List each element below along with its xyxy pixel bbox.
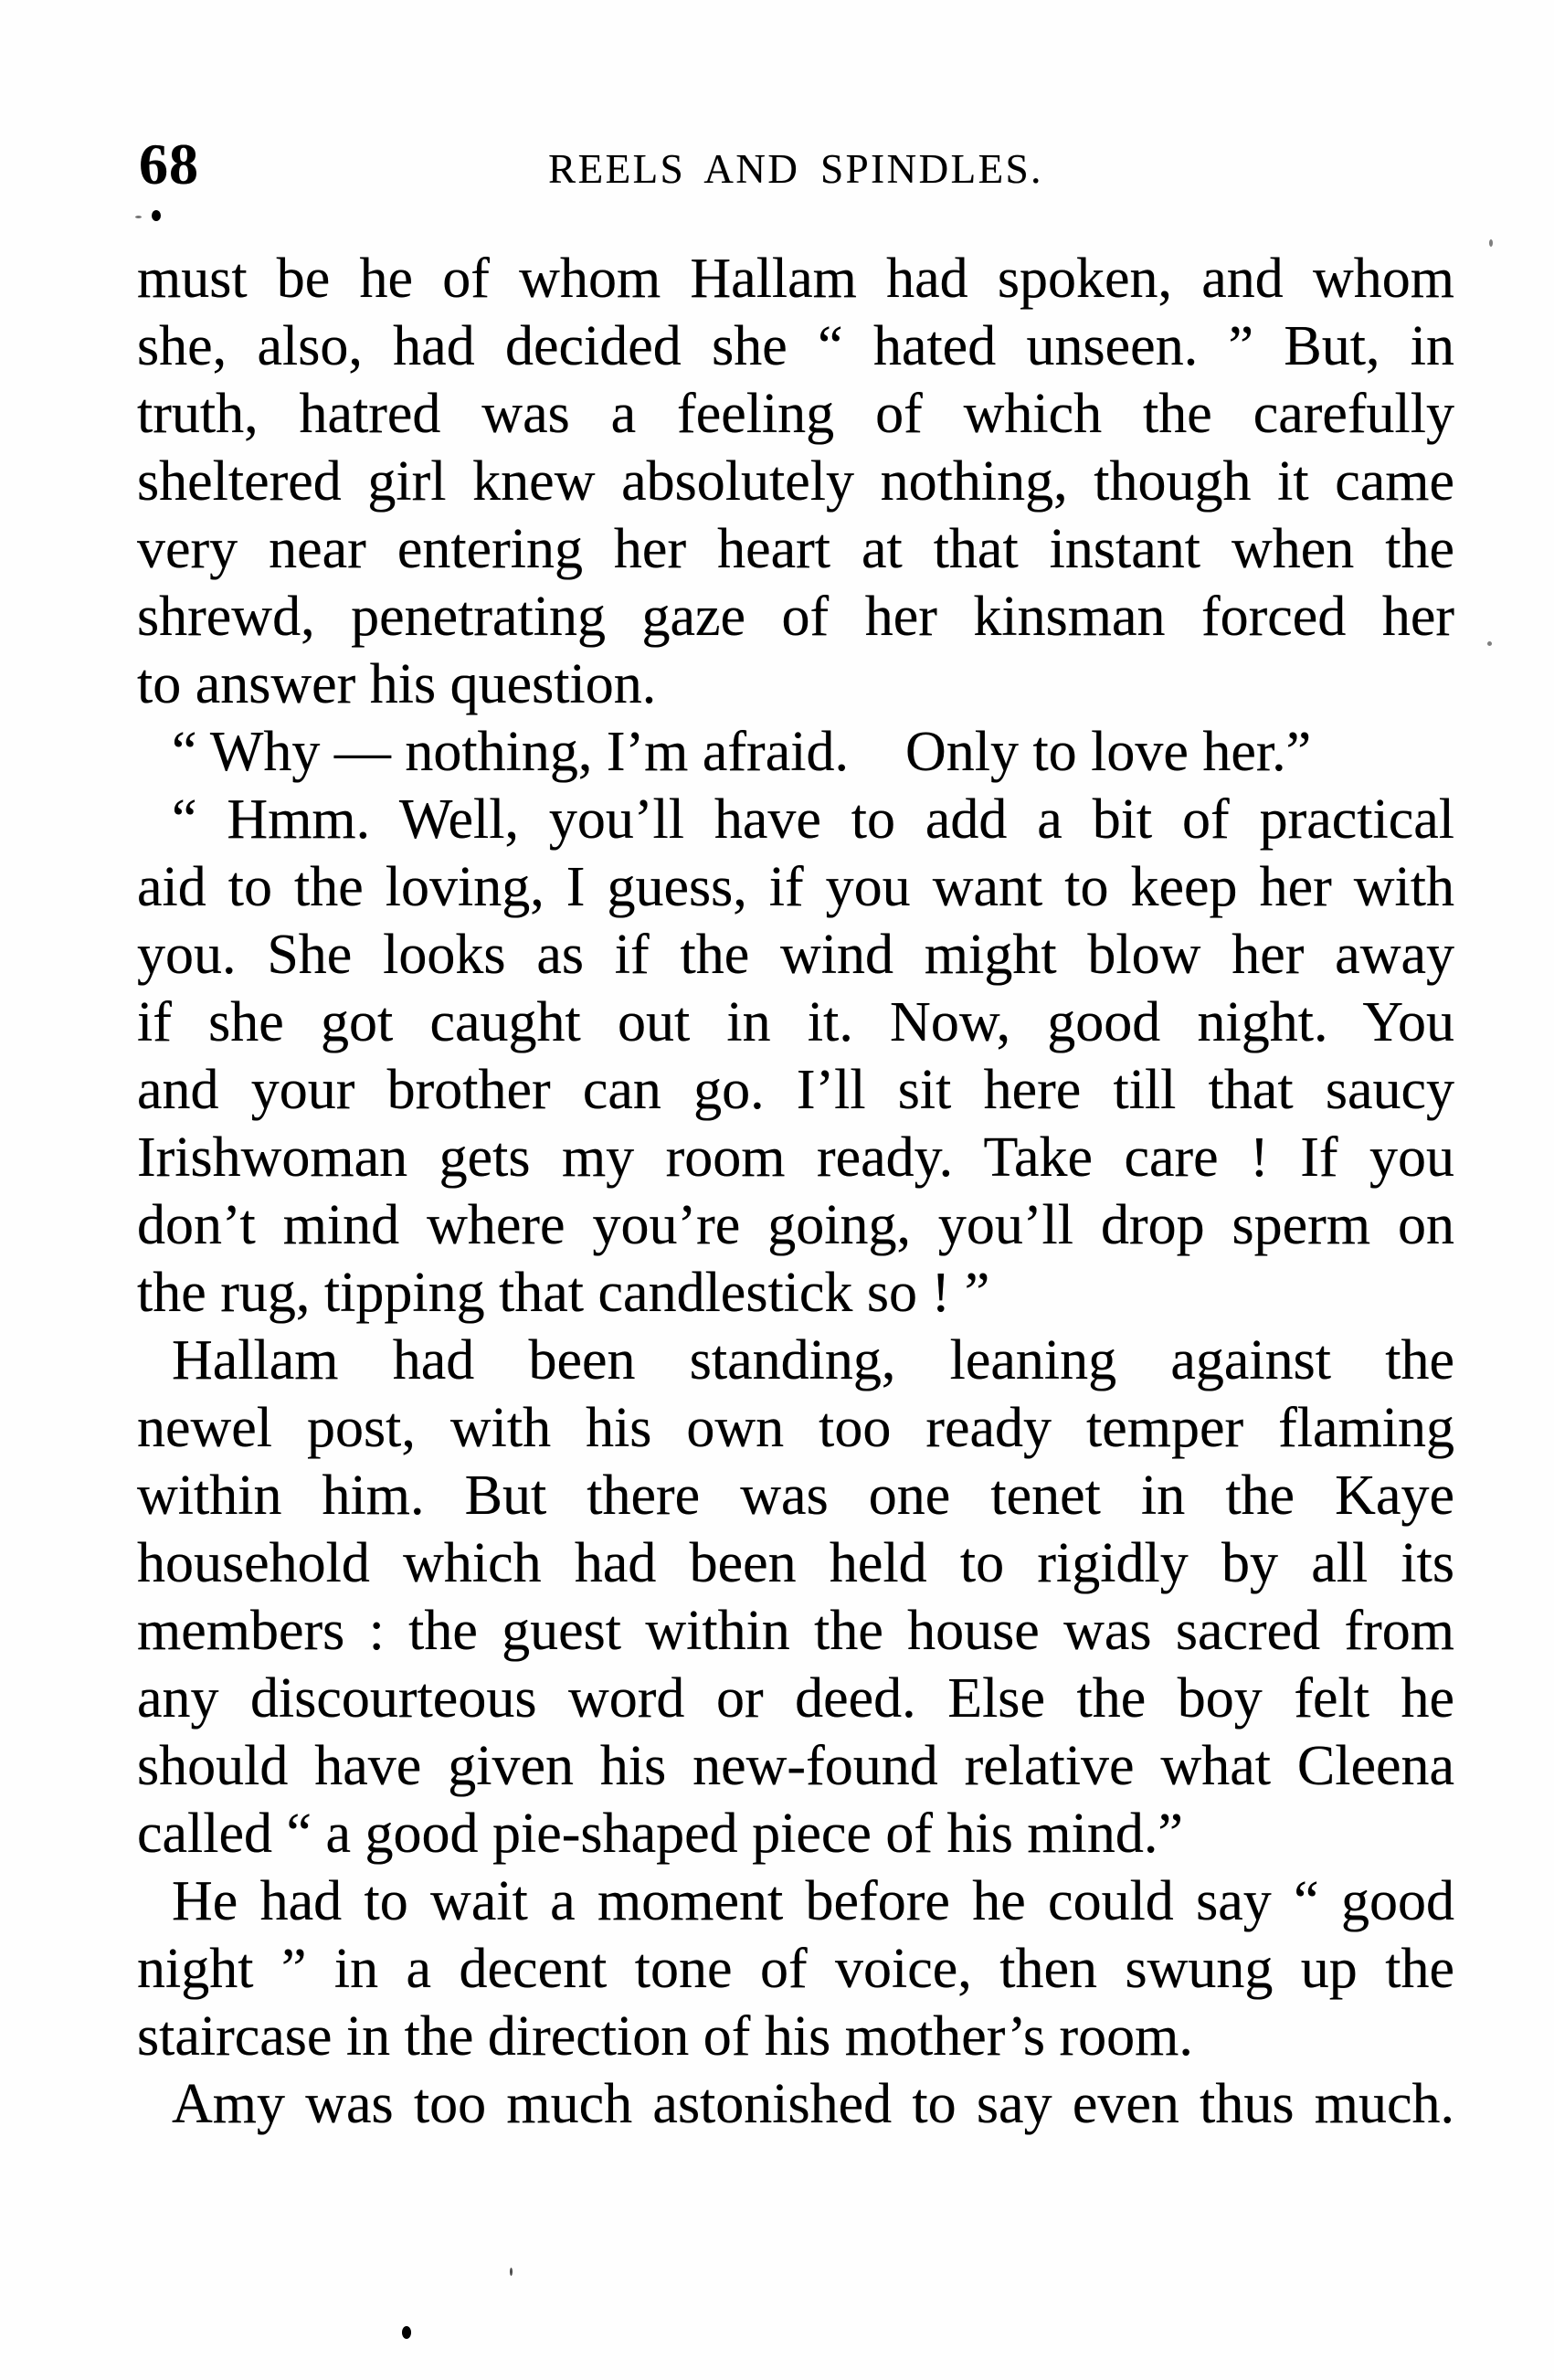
text-line: newel post, with his own too ready temper flaming (137, 1397, 1454, 1459)
text-line: sheltered girl knew absolutely nothing, though it came (137, 450, 1454, 513)
page-number: 68 (139, 132, 199, 196)
text-line: aid to the loving, I guess, if you want to keep her with (137, 856, 1454, 918)
text-line: don’t mind where you’re going, you’ll drop sperm on (137, 1194, 1454, 1256)
text-line: should have given his new-found relative what Cleena (137, 1735, 1454, 1797)
text-line: the rug, tipping that candlestick so ! ” (137, 1262, 990, 1324)
ink-speck (1487, 641, 1492, 646)
text-line: she, also, had decided she “ hated unseen. ” But, in (137, 315, 1454, 377)
text-line: within him. But there was one tenet in the Kaye (137, 1465, 1454, 1527)
ink-speck (152, 210, 161, 221)
text-line: household which had been held to rigidly by all its (137, 1532, 1454, 1594)
text-line: to answer his question. (137, 653, 657, 715)
text-line: very near entering her heart at that instant when the (137, 518, 1454, 580)
text-line: if she got caught out in it. Now, good night. You (137, 991, 1454, 1053)
ink-speck (1489, 239, 1493, 247)
text-line: He had to wait a moment before he could say “ good (172, 1870, 1454, 1932)
running-head: REELS AND SPINDLES. (548, 146, 1043, 192)
text-line: Hallam had been standing, leaning against the (172, 1329, 1454, 1391)
text-line: and your brother can go. I’ll sit here till that saucy (137, 1059, 1454, 1121)
text-line: staircase in the direction of his mother’s room. (137, 2005, 1193, 2068)
page-header (137, 132, 1454, 196)
text-line: members : the guest within the house was sacred from (137, 1600, 1454, 1662)
text-line: called “ a good pie-shaped piece of his mind.” (137, 1803, 1183, 1865)
ink-speck (510, 2268, 513, 2276)
text-line: “ Why — nothing, I’m afraid. Only to love her.” (172, 721, 1312, 783)
body-text (137, 245, 1454, 2138)
text-line: night ” in a decent tone of voice, then swung up the (137, 1938, 1454, 2000)
text-line: must be he of whom Hallam had spoken, and whom (137, 248, 1454, 310)
text-line: shrewd, penetrating gaze of her kinsman forced her (137, 586, 1454, 648)
text-line: truth, hatred was a feeling of which the carefully (137, 383, 1454, 445)
text-line: you. She looks as if the wind might blow her away (137, 924, 1454, 986)
text-line: “ Hmm. Well, you’ll have to add a bit of practical (172, 788, 1454, 851)
text-line: any discourteous word or deed. Else the boy felt he (137, 1667, 1454, 1729)
text-line: Amy was too much astonished to say even thus much. (172, 2073, 1454, 2135)
ink-speck (135, 216, 142, 218)
page-content (137, 132, 1454, 2138)
ink-speck (402, 2326, 411, 2339)
text-line: Irishwoman gets my room ready. Take care ! If you (137, 1127, 1454, 1189)
